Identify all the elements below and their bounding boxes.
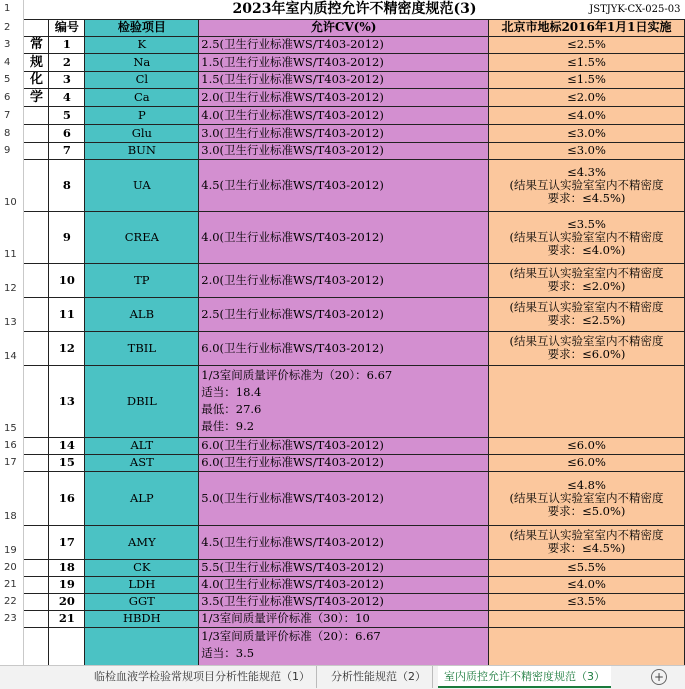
item-cv[interactable]: 1/3室间质量评价标准为（20）：6.67 适当：18.4 最低：27.6 最佳：9.2 [199,365,489,437]
item-standard[interactable]: ≤2.0% [489,88,685,106]
item-no[interactable]: 13 [49,365,85,437]
cell[interactable] [24,365,49,437]
item-name[interactable]: Ca [85,88,199,106]
row-header[interactable]: 11 [0,211,24,263]
item-standard[interactable] [489,627,685,665]
item-standard[interactable]: ≤6.0% [489,454,685,471]
cell[interactable] [24,525,49,559]
item-cv[interactable]: 4.5(卫生行业标准WS/T403-2012) [199,159,489,211]
item-cv[interactable]: 3.0(卫生行业标准WS/T403-2012) [199,124,489,142]
item-no[interactable]: 19 [49,576,85,593]
header-item[interactable]: 检验项目 [85,19,199,36]
item-name[interactable]: ALP [85,471,199,525]
row-header[interactable]: 13 [0,297,24,331]
cell[interactable] [24,331,49,365]
row-header[interactable]: 17 [0,454,24,471]
item-standard[interactable]: ≤4.8% (结果互认实验室室内不精密度 要求：≤5.0%) [489,471,685,525]
cell[interactable] [24,627,49,665]
category-cell[interactable]: 规 [24,53,49,71]
item-standard[interactable]: ≤3.0% [489,124,685,142]
item-name[interactable]: AMY [85,525,199,559]
category-cell[interactable]: 学 [24,88,49,106]
item-standard[interactable]: ≤3.5% (结果互认实验室室内不精密度 要求：≤4.0%) [489,211,685,263]
row-header[interactable]: 12 [0,263,24,297]
item-cv[interactable]: 6.0(卫生行业标准WS/T403-2012) [199,331,489,365]
item-name[interactable]: LDH [85,576,199,593]
item-cv[interactable]: 1/3室间质量评价标准（30）：10 [199,610,489,627]
item-cv[interactable]: 2.0(卫生行业标准WS/T403-2012) [199,263,489,297]
item-cv[interactable]: 2.0(卫生行业标准WS/T403-2012) [199,88,489,106]
item-name[interactable]: TP [85,263,199,297]
item-name[interactable]: TBIL [85,331,199,365]
row-header[interactable]: 20 [0,559,24,576]
header-cv[interactable]: 允许CV(%) [199,19,489,36]
item-no[interactable]: 2 [49,53,85,71]
row-header[interactable]: 3 [0,36,24,53]
title-text: 2023年室内质控允许不精密度规范(3) [232,0,477,17]
item-name[interactable]: ALT [85,437,199,454]
item-cv[interactable]: 4.5(卫生行业标准WS/T403-2012) [199,525,489,559]
item-standard[interactable]: ≤1.5% [489,53,685,71]
row-header[interactable]: 9 [0,142,24,159]
cell[interactable] [24,471,49,525]
item-standard[interactable]: ≤4.0% [489,576,685,593]
item-no[interactable]: 1 [49,36,85,53]
item-no[interactable]: 4 [49,88,85,106]
row-header[interactable]: 15 [0,365,24,437]
sheet-tab-2[interactable]: 分析性能规范（2） [325,666,433,688]
item-cv[interactable]: 4.0(卫生行业标准WS/T403-2012) [199,211,489,263]
plus-circle-icon[interactable]: + [651,669,667,685]
item-standard[interactable]: ≤3.5% [489,593,685,610]
item-cv[interactable]: 2.5(卫生行业标准WS/T403-2012) [199,36,489,53]
item-cv[interactable]: 2.5(卫生行业标准WS/T403-2012) [199,297,489,331]
item-no[interactable]: 9 [49,211,85,263]
cell[interactable] [24,454,49,471]
item-cv[interactable]: 6.0(卫生行业标准WS/T403-2012) [199,437,489,454]
item-no[interactable]: 7 [49,142,85,159]
item-no[interactable] [49,627,85,665]
cell[interactable] [24,124,49,142]
item-name[interactable] [85,627,199,665]
item-name[interactable]: HBDH [85,610,199,627]
item-name[interactable]: AST [85,454,199,471]
item-standard[interactable]: ≤5.5% [489,559,685,576]
row-header[interactable]: 6 [0,88,24,106]
doc-id: JSTJYK-CX-025-03 [589,4,681,15]
header-standard[interactable]: 北京市地标2016年1月1日实施 [489,19,685,36]
row-header[interactable]: 5 [0,71,24,88]
cell[interactable] [24,593,49,610]
sheet-title[interactable] [24,0,685,19]
row-header[interactable]: 1 [0,0,24,19]
item-no[interactable]: 18 [49,559,85,576]
row-header[interactable]: 2 [0,19,24,36]
item-name[interactable]: BUN [85,142,199,159]
item-cv[interactable]: 1.5(卫生行业标准WS/T403-2012) [199,53,489,71]
item-standard[interactable]: (结果互认实验室室内不精密度 要求：≤6.0%) [489,331,685,365]
row-header[interactable]: 4 [0,53,24,71]
item-cv[interactable]: 3.5(卫生行业标准WS/T403-2012) [199,593,489,610]
row-header[interactable]: 18 [0,471,24,525]
row-header[interactable]: 22 [0,593,24,610]
item-name[interactable]: P [85,106,199,124]
item-standard[interactable]: ≤6.0% [489,437,685,454]
row-header[interactable]: 10 [0,159,24,211]
cell[interactable] [24,610,49,627]
cell[interactable] [24,159,49,211]
cell[interactable] [24,576,49,593]
item-no[interactable]: 12 [49,331,85,365]
sheet-tab-bar [0,665,685,689]
item-no[interactable]: 20 [49,593,85,610]
item-no[interactable]: 8 [49,159,85,211]
row-header[interactable]: 23 [0,610,24,627]
item-no[interactable]: 5 [49,106,85,124]
item-name[interactable]: Na [85,53,199,71]
item-no[interactable]: 11 [49,297,85,331]
cell[interactable] [24,297,49,331]
row-header[interactable]: 14 [0,331,24,365]
cell[interactable] [24,142,49,159]
item-no[interactable]: 17 [49,525,85,559]
row-header[interactable]: 7 [0,106,24,124]
item-no[interactable]: 3 [49,71,85,88]
row-header[interactable]: 8 [0,124,24,142]
item-standard[interactable]: (结果互认实验室室内不精密度 要求：≤2.0%) [489,263,685,297]
row-header[interactable] [0,627,24,665]
sheet-tab-3[interactable]: 室内质控允许不精密度规范（3） [438,666,611,688]
category-cell[interactable]: 常 [24,36,49,53]
row-header[interactable]: 19 [0,525,24,559]
item-no[interactable]: 16 [49,471,85,525]
sheet-tab-1[interactable]: 临检血液学检验常规项目分析性能规范（1） [88,666,317,688]
item-cv[interactable]: 5.5(卫生行业标准WS/T403-2012) [199,559,489,576]
item-standard[interactable]: (结果互认实验室室内不精密度 要求：≤2.5%) [489,297,685,331]
item-no[interactable]: 14 [49,437,85,454]
item-no[interactable]: 15 [49,454,85,471]
item-name[interactable]: ALB [85,297,199,331]
item-no[interactable]: 10 [49,263,85,297]
cell[interactable] [24,559,49,576]
item-name[interactable]: CREA [85,211,199,263]
header-no[interactable]: 编号 [49,19,85,36]
item-name[interactable]: K [85,36,199,53]
cell[interactable] [24,211,49,263]
cell[interactable] [24,106,49,124]
item-standard[interactable] [489,365,685,437]
item-standard[interactable] [489,610,685,627]
cell[interactable] [24,263,49,297]
item-standard[interactable]: ≤4.3% (结果互认实验室室内不精密度 要求：≤4.5%) [489,159,685,211]
row-header[interactable]: 16 [0,437,24,454]
item-name[interactable]: DBIL [85,365,199,437]
item-name[interactable]: Glu [85,124,199,142]
item-name[interactable]: CK [85,559,199,576]
item-cv[interactable]: 6.0(卫生行业标准WS/T403-2012) [199,454,489,471]
item-name[interactable]: UA [85,159,199,211]
item-standard[interactable]: ≤2.5% [489,36,685,53]
item-standard[interactable]: ≤3.0% [489,142,685,159]
item-cv[interactable]: 3.0(卫生行业标准WS/T403-2012) [199,142,489,159]
item-no[interactable]: 6 [49,124,85,142]
item-name[interactable]: Cl [85,71,199,88]
item-standard[interactable]: ≤1.5% [489,71,685,88]
item-cv[interactable]: 5.0(卫生行业标准WS/T403-2012) [199,471,489,525]
item-cv[interactable]: 4.0(卫生行业标准WS/T403-2012) [199,576,489,593]
cell[interactable] [24,437,49,454]
item-name[interactable]: GGT [85,593,199,610]
row-header[interactable]: 21 [0,576,24,593]
item-cv[interactable]: 1/3室间质量评价标准（20）：6.67 适当：3.5 [199,627,489,665]
item-cv[interactable]: 4.0(卫生行业标准WS/T403-2012) [199,106,489,124]
item-standard[interactable]: ≤4.0% [489,106,685,124]
category-cell[interactable]: 化 [24,71,49,88]
item-no[interactable]: 21 [49,610,85,627]
item-standard[interactable]: (结果互认实验室室内不精密度 要求：≤4.5%) [489,525,685,559]
cell[interactable] [24,19,49,36]
item-cv[interactable]: 1.5(卫生行业标准WS/T403-2012) [199,71,489,88]
